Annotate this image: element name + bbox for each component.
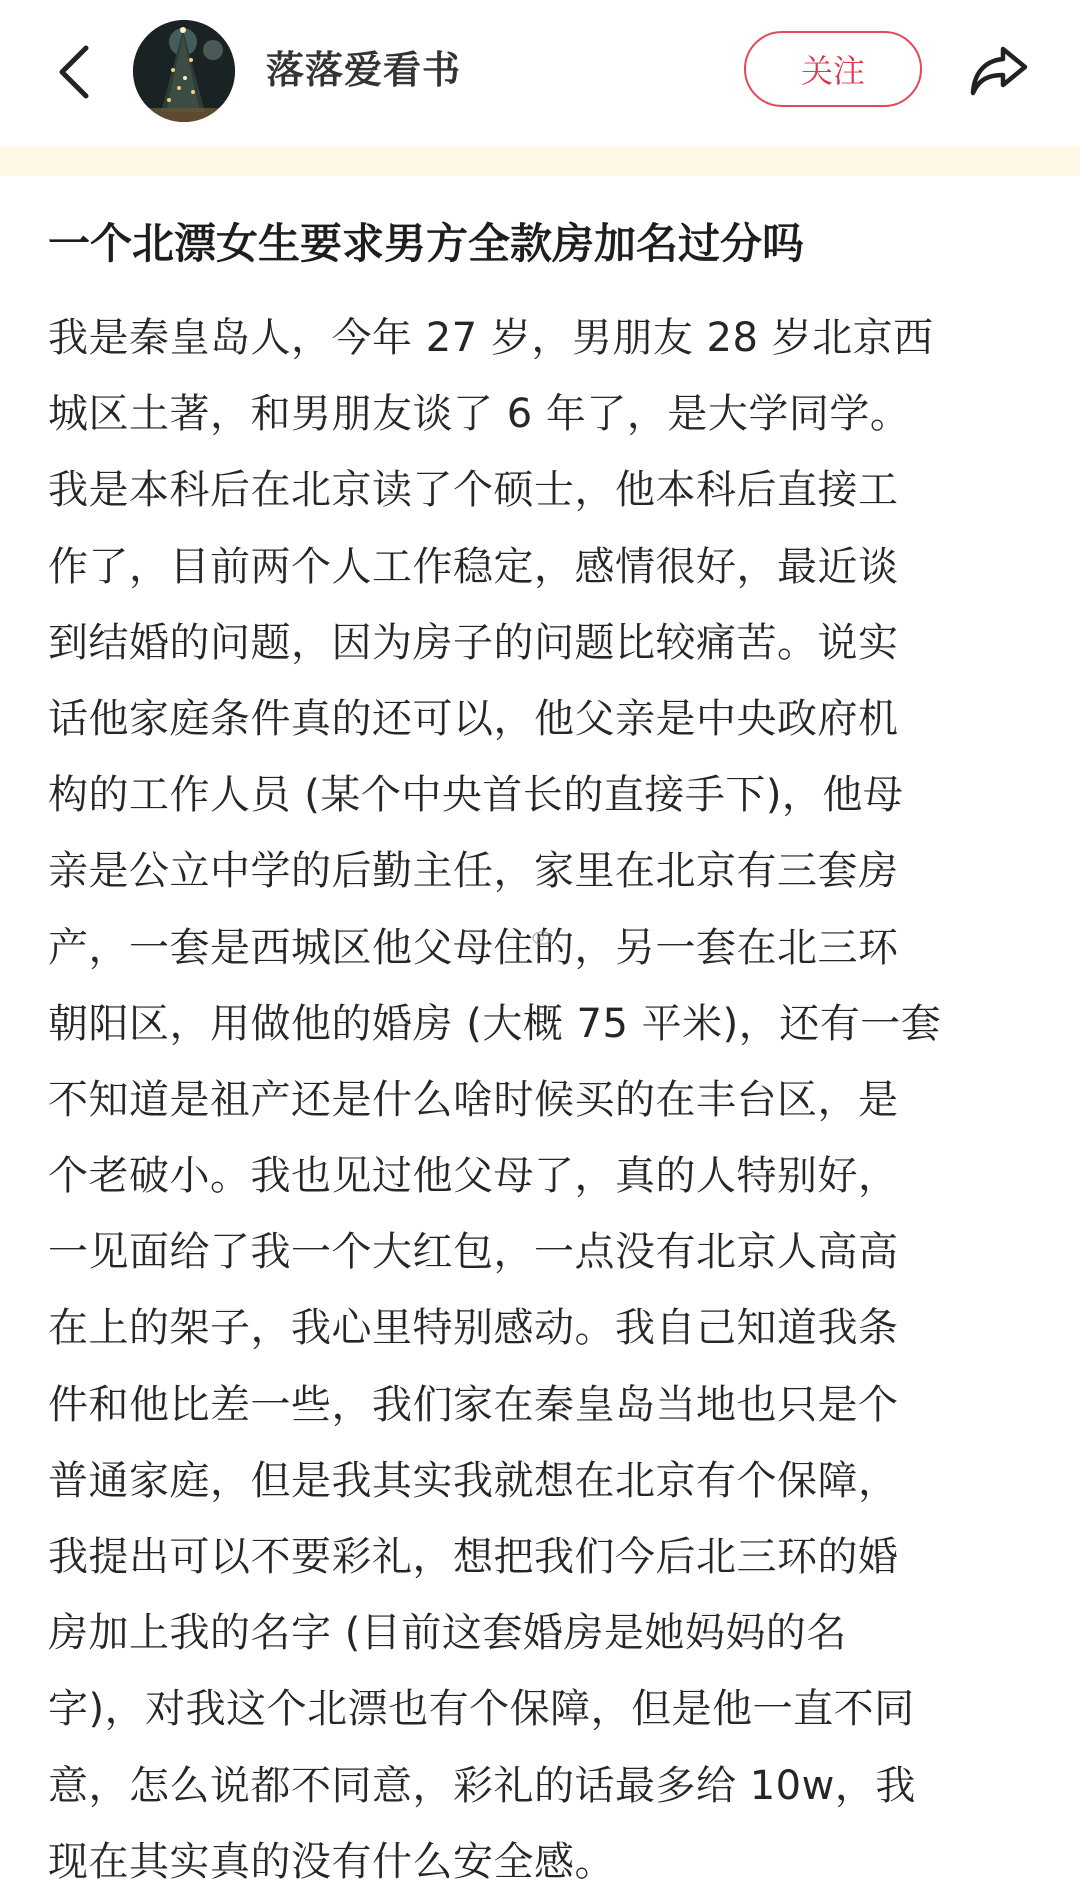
- chevron-left-icon: [56, 42, 92, 102]
- share-arrow-icon: [969, 43, 1029, 97]
- post-text-line: 话他家庭条件真的还可以，他父亲是中央政府机: [48, 695, 899, 742]
- post-text-line: 字)，对我这个北漂也有个保障，但是他一直不同: [48, 1686, 915, 1733]
- avatar-image: [133, 20, 235, 122]
- post-text-line: 城区土著，和男朋友谈了 6 年了，是大学同学。: [48, 391, 911, 438]
- post-body: [48, 300, 1028, 1900]
- weibo-watermark-icon: [532, 927, 554, 945]
- watermark: [532, 926, 554, 950]
- post-text-line: 意，怎么说都不同意，彩礼的话最多给 10w，我: [48, 1762, 916, 1809]
- post-text-line: 现在其实真的没有什么安全感。: [48, 1838, 615, 1885]
- post-text-line: 房加上我的名字 (目前这套婚房是她妈妈的名: [48, 1610, 847, 1657]
- follow-button[interactable]: 关注: [744, 31, 922, 107]
- post-text-line: 朝阳区，用做他的婚房 (大概 75 平米)，还有一套: [48, 1000, 942, 1047]
- post-text-line: 我提出可以不要彩礼，想把我们今后北三环的婚: [48, 1534, 899, 1580]
- back-button[interactable]: [44, 34, 104, 110]
- post-text-line: 在上的架子，我心里特别感动。我自己知道我条: [48, 1305, 899, 1352]
- post-text-line: 个老破小。我也见过他父母了，真的人特别好，: [48, 1153, 899, 1200]
- post-text-line: 亲是公立中学的后勤主任，家里在北京有三套房: [48, 848, 899, 895]
- post-title: 一个北漂女生要求男方全款房加名过分吗: [48, 219, 805, 268]
- post-text-line: 不知道是祖产还是什么啥时候买的在丰台区，是: [48, 1076, 899, 1123]
- post-text-line: 作了，目前两个人工作稳定，感情很好，最近谈: [48, 543, 899, 590]
- post-text-line: 我是本科后在北京读了个硕士，他本科后直接工: [48, 467, 899, 514]
- post-text-line: 我是秦皇岛人，今年 27 岁，男朋友 28 岁北京西: [48, 315, 934, 361]
- post-text-line: 普通家庭，但是我其实我就想在北京有个保障，: [48, 1457, 899, 1504]
- post-text-line: 构的工作人员 (某个中央首长的直接手下)，他母: [48, 772, 904, 819]
- post-text-line: 一见面给了我一个大红包，一点没有北京人高高: [48, 1229, 899, 1276]
- post-text-line: 产，一套是西城区他父母住的，另一套在北三环: [48, 924, 899, 971]
- post-text-line: 到结婚的问题，因为房子的问题比较痛苦。说实: [48, 619, 899, 666]
- post-text-line: 件和他比差一些，我们家在秦皇岛当地也只是个: [48, 1381, 899, 1428]
- share-button[interactable]: [960, 34, 1038, 106]
- author-name[interactable]: 落落爱看书: [266, 48, 462, 92]
- author-avatar[interactable]: [133, 20, 235, 122]
- notice-strip: [0, 146, 1080, 176]
- top-bar: [0, 0, 1080, 146]
